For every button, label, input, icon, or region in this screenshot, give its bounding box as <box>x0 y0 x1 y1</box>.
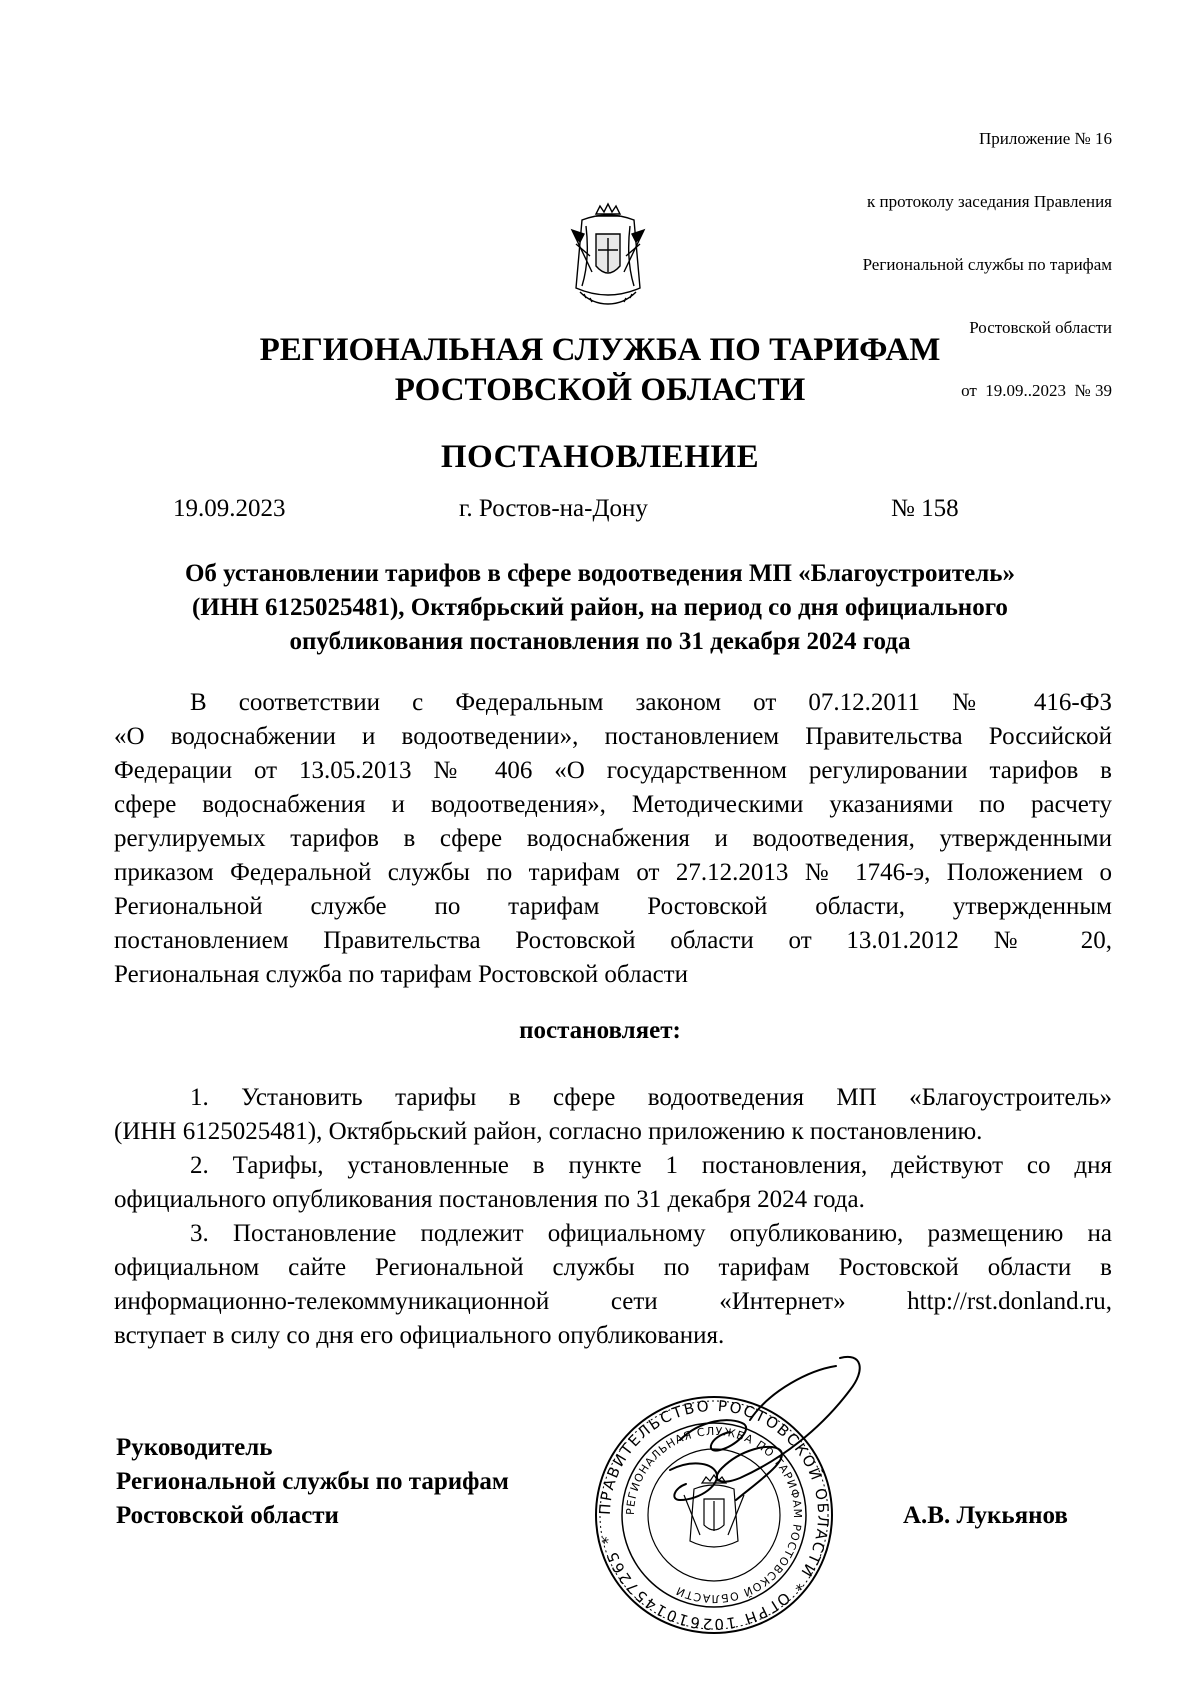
item-line: 1. Установить тарифы в сфере водоотведения МП «Благоустроитель» <box>190 1084 1112 1111</box>
appendix-line-2: к протоколу заседания Правления <box>867 192 1112 211</box>
item-line: информационно-телекоммуникационной сети «Интернет» http://rst.donland.ru, <box>114 1288 1112 1315</box>
item-line: вступает в силу со дня его официального опубликования. <box>114 1322 725 1349</box>
preamble-line: В соответствии с Федеральным законом от 07.12.2011 № 416-ФЗ <box>190 689 1112 716</box>
document-subject <box>0 557 1200 659</box>
preamble-line: Региональной службе по тарифам Ростовской области, утвержденным <box>114 893 1112 920</box>
preamble-line: постановлением Правительства Ростовской области от 13.01.2012 № 20, <box>114 927 1112 954</box>
signatory-line-2: Региональной службы по тарифам <box>116 1468 509 1495</box>
document-number: № 158 <box>891 495 959 522</box>
preamble-paragraph <box>114 686 1112 992</box>
document-city: г. Ростов-на-Дону <box>459 495 648 522</box>
resolution-items <box>114 1081 1112 1353</box>
preamble-line: сфере водоснабжения и водоотведения», Методическими указаниями по расчету <box>114 791 1112 818</box>
item-line: 3. Постановление подлежит официальному опубликованию, размещению на <box>190 1220 1112 1247</box>
document-date: 19.09.2023 <box>173 495 286 522</box>
item-line: 2. Тарифы, установленные в пункте 1 постановления, действуют со дня <box>190 1152 1112 1179</box>
subject-line-3: опубликования постановления по 31 декабря 2024 года <box>289 628 911 655</box>
signatory-line-3: Ростовской области <box>116 1502 339 1529</box>
signatory-line-1: Руководитель <box>116 1434 273 1461</box>
org-name-line-1: РЕГИОНАЛЬНАЯ СЛУЖБА ПО ТАРИФАМ <box>259 332 941 368</box>
item-line: официальном сайте Региональной службы по тарифам Ростовской области в <box>114 1254 1112 1281</box>
item-line: официального опубликования постановления по 31 декабря 2024 года. <box>114 1186 865 1213</box>
stamp-outer-text: ПРАВИТЕЛЬСТВО РОСТОВСКОЙ ОБЛАСТИ * ОГРН 1026101457265 * <box>595 1396 833 1634</box>
org-name-line-2: РОСТОВСКОЙ ОБЛАСТИ <box>394 372 806 408</box>
appendix-line-1: Приложение № 16 <box>979 129 1112 148</box>
appendix-line-3: Региональной службы по тарифам <box>862 255 1112 274</box>
preamble-line: «О водоснабжении и водоотведении», постановлением Правительства Российской <box>114 723 1112 750</box>
item-line: (ИНН 6125025481), Октябрьский район, согласно приложению к постановлению. <box>114 1118 983 1145</box>
stamp-inner-text: РЕГИОНАЛЬНАЯ СЛУЖБА ПО ТАРИФАМ РОСТОВСКОЙ ОБЛАСТИ <box>623 1424 805 1606</box>
preamble-line: приказом Федеральной службы по тарифам от 27.12.2013 № 1746-э, Положением о <box>114 859 1112 886</box>
decides-heading: постановляет: <box>519 1017 681 1044</box>
signer-name: А.В. Лукьянов <box>903 1502 1068 1529</box>
appendix-line-4: Ростовской области <box>969 318 1112 337</box>
subject-line-1: Об установлении тарифов в сфере водоотведения МП «Благоустроитель» <box>184 560 1016 587</box>
signatory-position <box>116 1431 509 1533</box>
coat-of-arms-icon <box>562 200 654 310</box>
preamble-line: регулируемых тарифов в сфере водоснабжения и водоотведения, утвержденными <box>114 825 1112 852</box>
preamble-line: Региональная служба по тарифам Ростовской области <box>114 961 688 988</box>
handwritten-signature <box>640 1350 870 1540</box>
document-type-title: ПОСТАНОВЛЕНИЕ <box>440 439 760 475</box>
appendix-line-5: от 19.09..2023 № 39 <box>961 381 1112 400</box>
subject-line-2: (ИНН 6125025481), Октябрьский район, на период со дня официального <box>192 594 1008 621</box>
preamble-line: Федерации от 13.05.2013 № 406 «О государственном регулировании тарифов в <box>114 757 1112 784</box>
